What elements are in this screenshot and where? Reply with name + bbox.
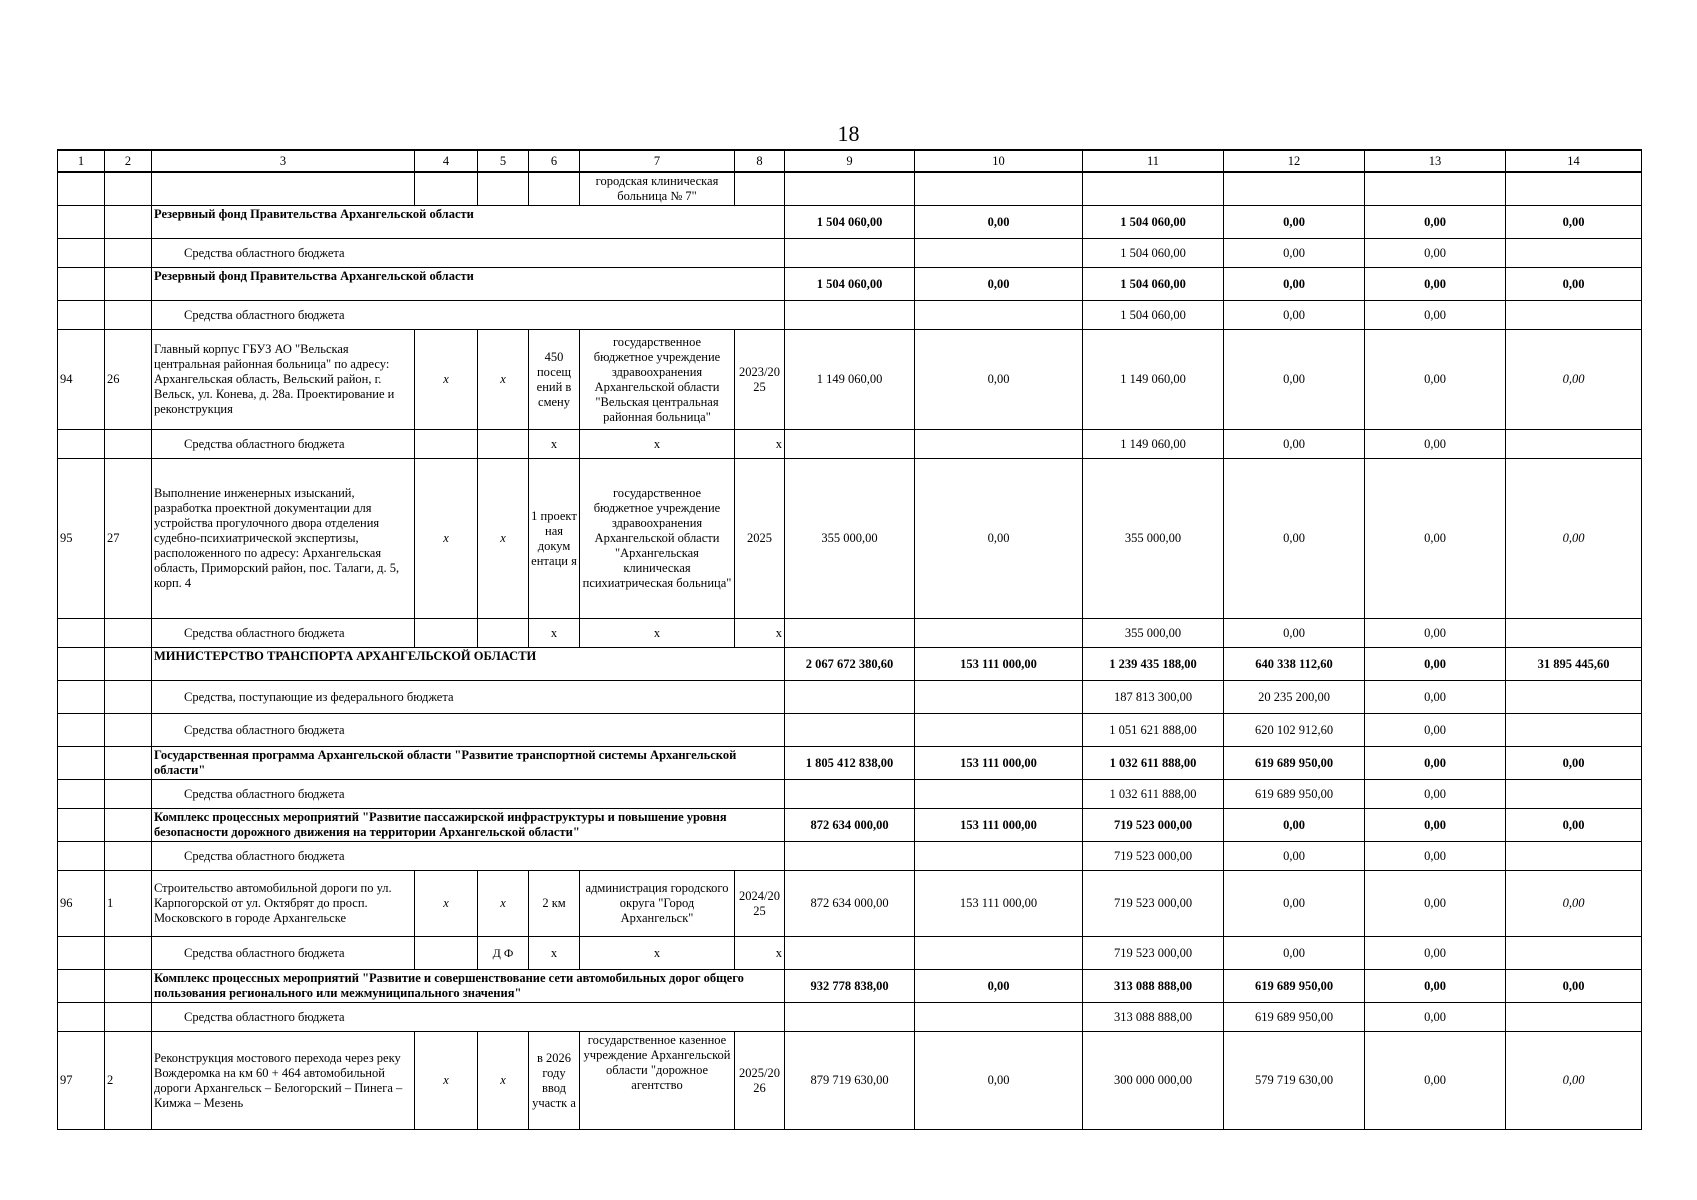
capacity-cell: в 2026 году ввод участк а — [529, 1032, 580, 1130]
group-row — [58, 747, 1642, 780]
amount-cell: 153 111 000,00 — [915, 648, 1083, 681]
funding-source-label: Средства областного бюджета — [152, 780, 785, 809]
institution-cell: администрация городского округа "Город Архангельск" — [580, 871, 735, 937]
column-number: 14 — [1506, 150, 1642, 172]
amount-cell: 20 235 200,00 — [1224, 681, 1365, 714]
cell-x: х — [478, 330, 529, 430]
cell-x: х — [580, 619, 735, 648]
period-cell: 2023/20 25 — [735, 330, 785, 430]
amount-cell: 0,00 — [1506, 1032, 1642, 1130]
amount-cell: 187 813 300,00 — [1083, 681, 1224, 714]
column-number: 9 — [785, 150, 915, 172]
column-number: 10 — [915, 150, 1083, 172]
amount-cell: 0,00 — [1365, 1003, 1506, 1032]
column-number: 4 — [415, 150, 478, 172]
row-number: 94 — [58, 330, 105, 430]
amount-cell: 313 088 888,00 — [1083, 1003, 1224, 1032]
project-row — [58, 1032, 1642, 1130]
funding-row — [58, 937, 1642, 970]
funding-source-label: Средства областного бюджета — [152, 619, 415, 648]
institution-cell: городская клиническая больница № 7" — [580, 172, 735, 206]
amount-cell: 0,00 — [1506, 206, 1642, 239]
column-number: 13 — [1365, 150, 1506, 172]
page-number: 18 — [837, 121, 860, 146]
funding-row — [58, 681, 1642, 714]
amount-cell: 0,00 — [1506, 330, 1642, 430]
amount-cell: 719 523 000,00 — [1083, 842, 1224, 871]
group-row — [58, 268, 1642, 301]
project-name: Выполнение инженерных изысканий, разработка проектной документации для устройства прогулочного двора отделения судебно-психиатрической экспертизы, расположенного по адресу: Архангельская область, Приморский район, пос. Талаги, д. 5, корп. 4 — [152, 459, 415, 619]
amount-cell: 0,00 — [915, 459, 1083, 619]
group-row — [58, 648, 1642, 681]
column-number: 5 — [478, 150, 529, 172]
amount-cell: 1 051 621 888,00 — [1083, 714, 1224, 747]
column-number: 8 — [735, 150, 785, 172]
amount-cell: 0,00 — [1506, 871, 1642, 937]
amount-cell: 1 504 060,00 — [1083, 239, 1224, 268]
amount-cell: 1 805 412 838,00 — [785, 747, 915, 780]
amount-cell: 0,00 — [915, 330, 1083, 430]
column-number: 11 — [1083, 150, 1224, 172]
amount-cell: 872 634 000,00 — [785, 809, 915, 842]
amount-cell: 0,00 — [1365, 206, 1506, 239]
amount-cell: 619 689 950,00 — [1224, 970, 1365, 1003]
funding-source-label: Средства, поступающие из федерального бюджета — [152, 681, 785, 714]
funding-source-label: Средства областного бюджета — [152, 239, 785, 268]
item-number: 2 — [105, 1032, 152, 1130]
funding-row — [58, 1003, 1642, 1032]
group-title: Резервный фонд Правительства Архангельской области — [152, 268, 785, 301]
funding-source-label: Средства областного бюджета — [152, 937, 415, 970]
amount-cell: 0,00 — [1506, 747, 1642, 780]
amount-cell: 0,00 — [1365, 301, 1506, 330]
funding-source-label: Средства областного бюджета — [152, 1003, 785, 1032]
amount-cell: 1 032 611 888,00 — [1083, 747, 1224, 780]
cell-x: х — [580, 430, 735, 459]
amount-cell: 0,00 — [1365, 780, 1506, 809]
amount-cell: 300 000 000,00 — [1083, 1032, 1224, 1130]
amount-cell: 619 689 950,00 — [1224, 747, 1365, 780]
funding-row — [58, 239, 1642, 268]
fund-code-cell: Д Ф — [478, 937, 529, 970]
group-title: Комплекс процессных мероприятий "Развитие пассажирской инфраструктуры и повышение уровня безопасности дорожного движения на территории Архангельской области" — [152, 809, 785, 842]
amount-cell: 0,00 — [915, 970, 1083, 1003]
amount-cell: 1 504 060,00 — [1083, 206, 1224, 239]
amount-cell: 0,00 — [1224, 842, 1365, 871]
amount-cell: 355 000,00 — [785, 459, 915, 619]
institution-cell: государственное бюджетное учреждение здравоохранения Архангельской области "Архангельская клиническая психиатрическая больница" — [580, 459, 735, 619]
table-row — [58, 172, 1642, 206]
cell-x: х — [478, 459, 529, 619]
cell-x: х — [529, 430, 580, 459]
amount-cell: 0,00 — [1224, 301, 1365, 330]
amount-cell: 153 111 000,00 — [915, 871, 1083, 937]
amount-cell: 0,00 — [1224, 619, 1365, 648]
project-row — [58, 459, 1642, 619]
amount-cell: 0,00 — [1506, 809, 1642, 842]
funding-row — [58, 780, 1642, 809]
amount-cell: 719 523 000,00 — [1083, 809, 1224, 842]
amount-cell: 153 111 000,00 — [915, 747, 1083, 780]
funding-source-label: Средства областного бюджета — [152, 714, 785, 747]
group-title: Государственная программа Архангельской области "Развитие транспортной системы Архангельской области" — [152, 747, 785, 780]
project-row — [58, 871, 1642, 937]
amount-cell: 0,00 — [1365, 937, 1506, 970]
amount-cell: 0,00 — [1506, 459, 1642, 619]
amount-cell: 355 000,00 — [1083, 459, 1224, 619]
project-name: Главный корпус ГБУЗ АО "Вельская центральная районная больница" по адресу: Архангельская область, Вельский район, г. Вельск, ул. Конева, д. 28а. Проектирование и реконструкция — [152, 330, 415, 430]
funding-row — [58, 301, 1642, 330]
budget-table — [57, 149, 1642, 1130]
amount-cell: 1 149 060,00 — [785, 330, 915, 430]
cell-x: х — [529, 619, 580, 648]
amount-cell: 0,00 — [1365, 871, 1506, 937]
item-number: 1 — [105, 871, 152, 937]
column-number: 7 — [580, 150, 735, 172]
amount-cell: 0,00 — [1365, 681, 1506, 714]
group-row — [58, 809, 1642, 842]
amount-cell: 1 504 060,00 — [1083, 301, 1224, 330]
column-number-row — [58, 150, 1642, 172]
amount-cell: 0,00 — [1224, 937, 1365, 970]
cell-x: х — [478, 871, 529, 937]
amount-cell: 0,00 — [915, 1032, 1083, 1130]
group-title: Резервный фонд Правительства Архангельской области — [152, 206, 785, 239]
column-number: 1 — [58, 150, 105, 172]
column-number: 2 — [105, 150, 152, 172]
amount-cell: 0,00 — [1365, 809, 1506, 842]
amount-cell: 0,00 — [915, 206, 1083, 239]
amount-cell: 0,00 — [1365, 619, 1506, 648]
row-number: 96 — [58, 871, 105, 937]
cell-x: х — [415, 871, 478, 937]
amount-cell: 0,00 — [1506, 970, 1642, 1003]
amount-cell: 0,00 — [1365, 747, 1506, 780]
amount-cell: 1 032 611 888,00 — [1083, 780, 1224, 809]
amount-cell: 620 102 912,60 — [1224, 714, 1365, 747]
amount-cell: 1 149 060,00 — [1083, 430, 1224, 459]
amount-cell: 0,00 — [1224, 871, 1365, 937]
project-name: Строительство автомобильной дороги по ул. Карпогорской от ул. Октябрят до просп. Московского в городе Архангельске — [152, 871, 415, 937]
period-cell: 2025/20 26 — [735, 1032, 785, 1130]
amount-cell: 0,00 — [1365, 268, 1506, 301]
cell-x: х — [415, 330, 478, 430]
amount-cell: 1 504 060,00 — [785, 206, 915, 239]
amount-cell: 313 088 888,00 — [1083, 970, 1224, 1003]
cell-x: х — [735, 430, 785, 459]
funding-row — [58, 619, 1642, 648]
institution-cell: государственное казенное учреждение Архангельской области "дорожное агентство — [580, 1032, 735, 1130]
amount-cell: 0,00 — [1365, 430, 1506, 459]
funding-row — [58, 842, 1642, 871]
amount-cell: 0,00 — [1224, 330, 1365, 430]
amount-cell: 1 504 060,00 — [1083, 268, 1224, 301]
funding-row — [58, 714, 1642, 747]
amount-cell: 619 689 950,00 — [1224, 780, 1365, 809]
amount-cell: 0,00 — [915, 268, 1083, 301]
funding-row — [58, 430, 1642, 459]
amount-cell: 355 000,00 — [1083, 619, 1224, 648]
column-number: 12 — [1224, 150, 1365, 172]
amount-cell: 0,00 — [1365, 239, 1506, 268]
funding-source-label: Средства областного бюджета — [152, 301, 785, 330]
group-title: Комплекс процессных мероприятий "Развитие и совершенствование сети автомобильных дорог общего пользования регионального или межмуниципального значения" — [152, 970, 785, 1003]
item-number: 27 — [105, 459, 152, 619]
amount-cell: 0,00 — [1224, 809, 1365, 842]
group-row — [58, 970, 1642, 1003]
cell-x: х — [415, 1032, 478, 1130]
funding-source-label: Средства областного бюджета — [152, 842, 785, 871]
amount-cell: 619 689 950,00 — [1224, 1003, 1365, 1032]
cell-x: х — [735, 937, 785, 970]
amount-cell: 0,00 — [1224, 239, 1365, 268]
amount-cell: 879 719 630,00 — [785, 1032, 915, 1130]
group-title: МИНИСТЕРСТВО ТРАНСПОРТА АРХАНГЕЛЬСКОЙ ОБЛАСТИ — [152, 648, 785, 681]
cell-x: х — [529, 937, 580, 970]
amount-cell: 0,00 — [1365, 714, 1506, 747]
cell-x: х — [580, 937, 735, 970]
amount-cell: 0,00 — [1365, 1032, 1506, 1130]
amount-cell: 31 895 445,60 — [1506, 648, 1642, 681]
row-number: 95 — [58, 459, 105, 619]
amount-cell: 1 239 435 188,00 — [1083, 648, 1224, 681]
cell-x: х — [415, 459, 478, 619]
amount-cell: 0,00 — [1224, 430, 1365, 459]
funding-source-label: Средства областного бюджета — [152, 430, 415, 459]
amount-cell: 0,00 — [1365, 648, 1506, 681]
amount-cell: 0,00 — [1365, 842, 1506, 871]
capacity-cell: 2 км — [529, 871, 580, 937]
project-name: Реконструкция мостового перехода через реку Вождеромка на км 60 + 464 автомобильной дороги Архангельск – Белогорский – Пинега – Кимжа – Мезень — [152, 1032, 415, 1130]
amount-cell: 579 719 630,00 — [1224, 1032, 1365, 1130]
cell-x: х — [735, 619, 785, 648]
amount-cell: 0,00 — [1224, 206, 1365, 239]
amount-cell: 0,00 — [1506, 268, 1642, 301]
amount-cell: 0,00 — [1365, 970, 1506, 1003]
item-number: 26 — [105, 330, 152, 430]
amount-cell: 0,00 — [1365, 459, 1506, 619]
column-number: 3 — [152, 150, 415, 172]
capacity-cell: 450 посещ ений в смену — [529, 330, 580, 430]
amount-cell: 1 149 060,00 — [1083, 330, 1224, 430]
amount-cell: 2 067 672 380,60 — [785, 648, 915, 681]
amount-cell: 872 634 000,00 — [785, 871, 915, 937]
amount-cell: 932 778 838,00 — [785, 970, 915, 1003]
group-row — [58, 206, 1642, 239]
cell-x: х — [478, 1032, 529, 1130]
amount-cell: 0,00 — [1365, 330, 1506, 430]
period-cell: 2024/20 25 — [735, 871, 785, 937]
capacity-cell: 1 проект ная докум ентаци я — [529, 459, 580, 619]
amount-cell: 719 523 000,00 — [1083, 871, 1224, 937]
amount-cell: 719 523 000,00 — [1083, 937, 1224, 970]
amount-cell: 1 504 060,00 — [785, 268, 915, 301]
project-row — [58, 330, 1642, 430]
amount-cell: 0,00 — [1224, 268, 1365, 301]
row-number: 97 — [58, 1032, 105, 1130]
amount-cell: 153 111 000,00 — [915, 809, 1083, 842]
amount-cell: 0,00 — [1224, 459, 1365, 619]
period-cell: 2025 — [735, 459, 785, 619]
institution-cell: государственное бюджетное учреждение здравоохранения Архангельской области "Вельская центральная районная больница" — [580, 330, 735, 430]
column-number: 6 — [529, 150, 580, 172]
amount-cell: 640 338 112,60 — [1224, 648, 1365, 681]
